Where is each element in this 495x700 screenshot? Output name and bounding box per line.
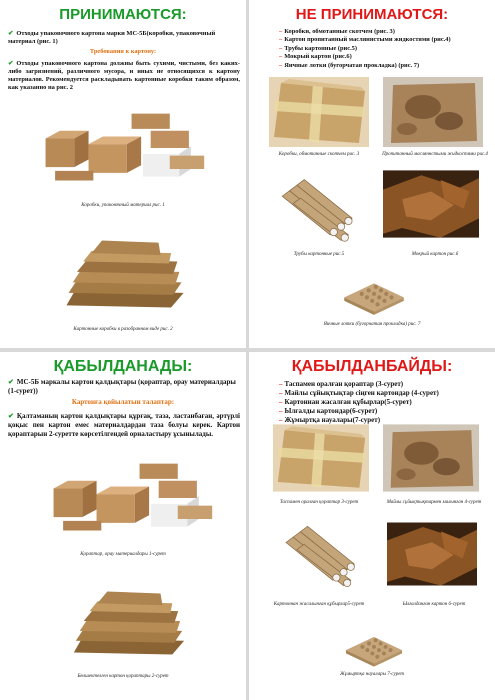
page-title: ҚАБЫЛДАНАДЫ: bbox=[53, 358, 193, 375]
list-item: – Майлы сұйықтықтар сіңген картондар (4-сурет) bbox=[279, 389, 439, 397]
caption-fig-1: Коробки, упаковочный материал рис. 1 bbox=[81, 203, 165, 208]
check-icon: ✔ bbox=[8, 412, 14, 420]
panel-ru-accepted bbox=[0, 0, 246, 348]
caption-fig-5: Трубы картонные рис.5 bbox=[293, 252, 345, 257]
caption-fig-2: Бөлшектелген картон қораптары 2-сурет bbox=[77, 674, 169, 679]
accepted-item-2: ✔ Қалтаманың картон қалдықтары құрғақ, таза, ластанбаған, әртүрлі қоқыс пен картон емес материалдардан таза болуы керек. Картон қораптарын 2-суретте көрсетілгендей орналастыру ұсынылады. bbox=[8, 412, 240, 438]
wet-cardboard-photo bbox=[383, 162, 479, 246]
list-item: – Жұмыртқа науалары(7-сурет) bbox=[279, 416, 381, 424]
check-icon: ✔ bbox=[8, 60, 14, 67]
egg-tray-photo bbox=[341, 624, 407, 668]
list-item: – Мокрый картон (рис.6) bbox=[279, 53, 352, 61]
page-title: ҚАБЫЛДАНБАЙДЫ: bbox=[291, 358, 453, 375]
caption-fig-4: Пропитанный масляннстыми жидкостями рис.4 bbox=[382, 152, 488, 157]
check-icon: ✔ bbox=[8, 30, 14, 37]
flattened-boxes-photo bbox=[56, 228, 192, 320]
list-item: – Таспамен оралған қораптар (3-сурет) bbox=[279, 380, 404, 388]
rejected-list bbox=[279, 28, 489, 70]
panel-kz-rejected bbox=[249, 352, 495, 700]
panel-kz-accepted bbox=[0, 352, 246, 700]
list-item: – Коробки, обмотанные скотчем (рис. 3) bbox=[279, 28, 395, 35]
list-item: – Картоннан жасалған құбырлар(5-сурет) bbox=[279, 398, 412, 406]
list-item: – Ылғалды картондар(6-сурет) bbox=[279, 407, 378, 415]
oily-cardboard-photo bbox=[383, 76, 483, 148]
caption-fig-5: Картоннан жасалынған құбырлар5-сурет bbox=[273, 602, 365, 607]
caption-fig-3: Коробки, обмотанные скотчем рис. 3 bbox=[278, 152, 360, 157]
list-item: – Картон пропитанный масляннстыми жидкостями (рис.4) bbox=[279, 36, 451, 44]
boxes-photo bbox=[44, 450, 216, 546]
caption-fig-2: Картонные коробки в разобранном виде рис. 2 bbox=[73, 327, 173, 332]
page-title: ПРИНИМАЮТСЯ: bbox=[59, 6, 187, 23]
requirements-heading: Картонға қойылатын талаптар: bbox=[71, 398, 175, 406]
taped-box-photo bbox=[273, 422, 369, 494]
rejected-list bbox=[279, 380, 491, 425]
accepted-item-1: ✔ МС-5Б маркалы картон қалдықтары (қораптар, орау материалдары (1-сурет)) bbox=[8, 378, 236, 395]
cardboard-tubes-photo bbox=[273, 176, 365, 244]
list-item: – Трубы картонные (рис.5) bbox=[279, 44, 357, 52]
page-title: НЕ ПРИНИМАЮТСЯ: bbox=[295, 6, 449, 23]
taped-box-photo bbox=[269, 76, 369, 148]
caption-fig-3: Таспамен оралған қораптар 3-сурет bbox=[279, 500, 359, 505]
caption-fig-4: Майлы сұйықтықтармен малынған 4-сурет bbox=[386, 500, 482, 505]
list-item: – Яичные лотки (бугорчатая прокладка) (рис. 7) bbox=[279, 61, 420, 69]
wet-cardboard-photo bbox=[387, 512, 477, 596]
check-icon: ✔ bbox=[8, 378, 14, 386]
requirements-heading: Требования к картону: bbox=[89, 48, 157, 55]
oily-cardboard-photo bbox=[383, 422, 479, 494]
flattened-boxes-photo bbox=[64, 578, 192, 668]
caption-fig-7: Яичные лотки (бугорчатая прокладка) рис. 7 bbox=[323, 322, 421, 327]
caption-fig-6: Мокрый картон рис.6 bbox=[411, 252, 459, 257]
caption-fig-1: Қораптар, орау материалдары 1-сурет bbox=[80, 552, 166, 557]
accepted-item-1: ✔ Отходы упаковочного картона марки МС-5Б(коробки, упаковочный материал (рис. 1) bbox=[8, 30, 216, 45]
egg-tray-photo bbox=[339, 270, 409, 316]
boxes-photo bbox=[36, 100, 208, 196]
cardboard-tubes-photo bbox=[277, 516, 367, 596]
caption-fig-6: Ылғалданған картон 6-сурет bbox=[402, 602, 466, 607]
panel-ru-rejected bbox=[249, 0, 495, 348]
caption-fig-7: Жұмыртқа науалары 7-сурет bbox=[339, 672, 405, 677]
accepted-item-2: ✔ Отходы упаковочного картона должны быть сухими, чистыми, без каких-либо загрязнений, различного мусора, и иных не относящихся к картону материалов. Рекомендуется раскладывать картонные коробки таким образом, как указанно на рис. 2 bbox=[8, 60, 240, 91]
